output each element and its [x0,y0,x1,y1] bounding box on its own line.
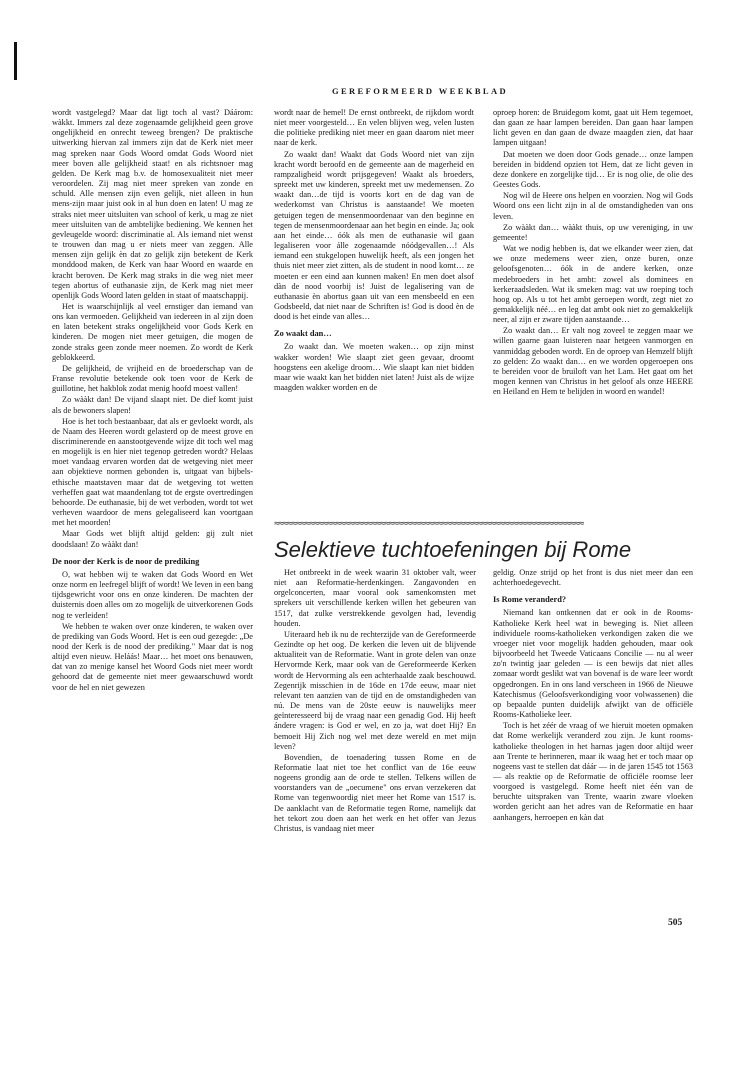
paragraph: Hoe is het toch bestaanbaar, dat als er gevloekt wordt, als de Naam des Heeren wordt gelasterd op de meest grove en discriminerende en aanstootgevende wijze dit toch wel mag en mogelijk is en hier niet tegenop getreden wordt? Helaas moet vandaag ervaren worden dat de wetgeving niet meer aan objektieve normen gebonden is, uitgaat van bijbels-ethische maatstaven maar dat de wetgeving tot wetten verheffen gaat wat maandenlang tot de ergste overtredingen behoorde. De euthanasie, bij de wet verboden, wordt tot wet verheven waardoor de mens gelegaliseerd kan voortgaan met het moorden! [52,416,253,528]
paragraph: Het is waarschijnlijk al veel ernstiger dan iemand van ons kan vermoeden. Gelijkheid van iedereen in al zijn doen en laten betekent straks ongelijkheid voor Gods Kerk en kinderen. De mogen niet meer getuigen, die mogen de zonde straks geen zonde meer noemen. Zo wordt de Kerk geblokkeerd. [52,301,253,362]
column-2 [274,108,474,394]
binder-mark [14,42,17,80]
article-column-2 [493,568,693,824]
section-heading: De noor der Kerk is de noor de prediking [52,556,200,566]
paragraph: Bovendien, de toenadering tussen Rome en de Reformatie laat niet toe het conflict van de 16e eeuw nogeens grondig aan de orde te stellen. Telkens willen de voorstanders van de „oecumene" ons ervan verzekeren dat Rome van tegenwoordig niet meer het Rome van 1517 is. De aanklacht van de Reformatie tegen Rome, namelijk dat het tekort zou doen aan het werk en het offer van Jezus Christus, is vandaag niet meer [274,752,476,833]
paragraph: oproep horen: de Bruidegom komt, gaat uit Hem tegemoet, dan gaan ze haar lampen bereiden. Dan gaan haar lampen licht geven en dan gaan de dwaze maagden zien, dat haar lampen uitgaan! [493,108,693,148]
column-1 [52,108,253,694]
section-heading: Zo waakt dan… [274,329,332,339]
article-column-1 [274,568,476,835]
page-number: 505 [668,918,683,928]
paragraph: Maar Gods wet blijft altijd gelden: gij zult niet doodslaan! Zo wààkt dan! [52,529,253,549]
paragraph: Zo waakt dan. We moeten waken… op zijn minst wakker worden! Wie slaapt ziet geen gevaar, droomt hoogstens een akelige droom… Wie slaapt kan niet bidden maar wie waakt kan het bidden niet laten! Juist als de wijze maagden wakker worden en de [274,342,474,393]
paragraph: Zo waakt dan! Waakt dat Gods Woord niet van zijn kracht wordt beroofd en de gemeente aan de magerheid en rampzaligheid wordt prijsgegeven! Waakt als broeders, spreekt met uw kinderen, spreekt met uw medemensen. Zo waakt dan…de tijd is voorts kort en de dag van de wederkomst van Christus is aanstaande! We moeten getuigen tegen de mensenmoordenaar van den beginne en tegen de mensenmoordenaar aan het begin en einde. Ja; ook aan het einde… óók als men de euthanasie wil gaan legaliseren voor álle zogenaamde nóódgevallen…! Als iemand een stukgelopen huwelijk heeft, als een jongen het thuis niet meer ziet zitten, als de student in nood komt… ze moeten er een eind aan kunnen maken! En men doet alsof dàn de nood voorbij is! Juist de legalisering van de euthanasie èn abortus gaan uit van een mensbeeld en een Godsbeeld, dat niet naar de Schriften is! God is dood èn de dood is het einde van alles… [274,149,474,322]
paragraph: wordt vastgelegd? Maar dat ligt toch al vast? Dáárom: wàkkt. Immers zal deze zogenaamde gelijkheid geen grove ongelijkheid en onrecht teweeg brengen? De praktische uitwerking hiervan zal immers zijn dat de Kerk niet meer mag spreken naar Gods Woord omdat Gods Woord niet meer boven alle gelijkheid staat! en als richtsnoer mag gelden. De Kerk mag b.v. de homosexualiteit niet meer veroordelen. Zij mag niet meer spreken van zonde en schuld. Alle mensen zijn even gelijk, niet alleen in hun mens-zijn maar juist ook in al hun doen en laten! U mag ze straks niet meer uitsluiten van school of kerk, u mag ze niet meer uitsluiten van de ambtelijke bediening. We kennen het gevleugelde woord: discriminatie al. Als iemand niet wenst te trouwen dan mag u er niets meer van zeggen. Alle mensen zijn gelijk èn dat zo gelijk zijn betekent de Kerk monddood maken, de Kerk van haar Woord en waarde en kracht beroven. De Kerk mag straks in die weg niet meer tegen abortus of euthanasie zijn, de Kerk mag niet meer openlijk Gods Woord laten gelden in staat of maatschappij. [52,108,253,300]
running-header: GEREFORMEERD WEEKBLAD [331,86,509,96]
paragraph: Niemand kan ontkennen dat er ook in de Rooms-Katholieke Kerk heel wat in beweging is. Niet alleen individuele rooms-katholieken verkondigen zaken die we vroeger niet voor mogelijk hadden gehouden, maar ook bijvoorbeeld het Tweede Vaticaans Concilie — nu al weer zo'n twintig jaar geleden — is een bewijs dat niet alles zomaar wordt geslikt wat van bovenaf is de ware leer wordt opgedrongen. En in ons land verscheen in 1966 de Nieuwe Katechismus (Geloofsverkondiging voor volwassenen) die op bepaalde punten duidelijk afwijkt van de officiële Rooms-Katholieke leer. [493,608,693,720]
section-heading: Is Rome veranderd? [493,595,567,605]
paragraph: De gelijkheid, de vrijheid en de broederschap van de Franse revolutie betekende ook toen voor de Kerk de guillotine, het hakblok zodat menig hoofd moest vallen! [52,363,253,394]
ornamental-divider: ≈≈≈≈≈≈≈≈≈≈≈≈≈≈≈≈≈≈≈≈≈≈≈≈≈≈≈≈≈≈≈≈≈≈≈≈≈≈≈≈≈≈≈≈≈≈≈≈≈≈≈≈≈≈≈≈≈≈≈≈≈≈≈≈≈≈≈≈≈≈ [274,519,584,529]
paragraph: Het ontbreekt in de week waarin 31 oktober valt, weer niet aan Reformatie-herdenkingen. Zangavonden en orgelconcerten, maar vooral ook samenkomsten met sprekers uit verschillende kerken willen het gebeuren van 1517, dat zulke verstrekkende gevolgen had, levendig houden. [274,568,476,628]
paragraph: geldig. Onze strijd op het front is dus niet meer dan een achterhoedegevecht. [493,568,693,588]
paragraph: Uiteraard heb ik nu de rechterzijde van de Gereformeerde Gezindte op het oog. De kerken die leven uit de blijvende aktualiteit van de Reformatie. Want in grote delen van onze Hervormde Kerk, maar ook van de Gereformeerde Kerken wordt de Hervorming als een achterhaalde zaak beschouwd. Zegenrijk misschien in de 16de en 17de eeuw, maar niet relevant ten aanzien van de tijd en de omstandigheden van nú. De mens van de 20ste eeuw is nauwelijks meer geïnteresseerd bij de vraag naar een genadig God. Hij heeft ándere vragen: is God er wel, en zo ja, wat doet Hij? En bemoeit Hij Zich nog wel met deze wereld en met mijn leven? [274,629,476,751]
paragraph: Zo waakt dan… Er valt nog zoveel te zeggen maar we willen gaarne gaan luisteren naar hetgeen vanmorgen en vanmiddag geboden wordt. En de oproep van Hemzelf blijft zo gelden: Zo waakt dan… en we worden opgeroepen ons te bereiden voor de bruiloft van het Lam. Het gaat om het mogen kennen van Christus in het geloof als onze HEERE en Heiland en Hem te belijden in woord en wandel! [493,326,693,397]
paragraph: Zo wààkt dan… wààkt thuis, op uw vereniging, in uw gemeente! [493,222,693,242]
paragraph: Nog wil de Heere ons helpen en voorzien. Nog wil Gods Woord ons een licht zijn in al de omstandigheden van ons leven. [493,191,693,221]
paragraph: wordt naar de hemel! De ernst ontbreekt, de rijkdom wordt niet meer voorgesteld… En velen blijven weg, velen lusten die politieke prediking niet meer en gaan daarom niet meer naar de kerk. [274,108,474,148]
paragraph: O, wat hebben wij te waken dat Gods Woord en Wet onze norm en leefregel blijft of wordt! We leven in een bang tijdsgewricht voor ons en onze kinderen. De machten der duisternis doen alles om zo mogelijk de uitverkorenen Gods nog te verleiden! [52,569,253,620]
paragraph: Zo wààkt dan! De vijand slaapt niet. De dief komt juist als de bewoners slapen! [52,395,253,415]
column-3 [493,108,693,398]
paragraph: We hebben te waken over onze kinderen, te waken over de prediking van Gods Woord. Het is een oud gezegde: „De nood der Kerk is de nood der prediking." Maar dat is nog altijd even nieuw. Heláás! Maar… het moet ons benauwen, dat van zo menige kansel het Woord Gods niet meer wordt gehoord dat de gemeente niet meer gewaarschuwd wordt voor de hel en niet gewezen [52,621,253,692]
article-title: Selektieve tuchtoefeningen bij Rome [274,537,632,562]
paragraph: Toch is het zéér de vraag of we hieruit moeten opmaken dat Rome werkelijk veranderd zou zijn. Je kunt rooms-katholieke theologen in het harnas jagen door altijd weer aan Trente te herinneren, maar ik waag het er toch maar op nogeens vast te stellen dat dáár — in de jaren 1545 tot 1563 — als reaktie op de Reformatie de officiële roomse leer voorgoed is vastgelegd. Rome heeft niet één van de beruchte uitspraken van Trente, waarin zware vloeken worden gericht aan het adres van de Reformatie en haar aanhangers, herroepen en kàn dat [493,721,693,822]
paragraph: Dat moeten we doen door Gods genade… onze lampen bereiden in biddend opzien tot Hem, dat ze licht geven in deze donkere en zorgelijke tijd… Er is nog olie, de olie des Geestes Gods. [493,149,693,190]
paragraph: Wat we nodig hebben is, dat we elkander weer zien, dat we onze medemens weer zien, onze buren, onze geloofsgenoten… óók in de andere kerken, onze medebroeders in het ambt: zowel als dominees en kerkeraadsleden. Wat ik smeken mag: vat uw roeping toch hoog op. Als u tot het ambt geroepen wordt, zegt niet zo gemakkelijk néé… en leg dat ambt ook niet zo gemakkelijk neer, al zijn er zware tijden aanstaande… [493,244,693,325]
